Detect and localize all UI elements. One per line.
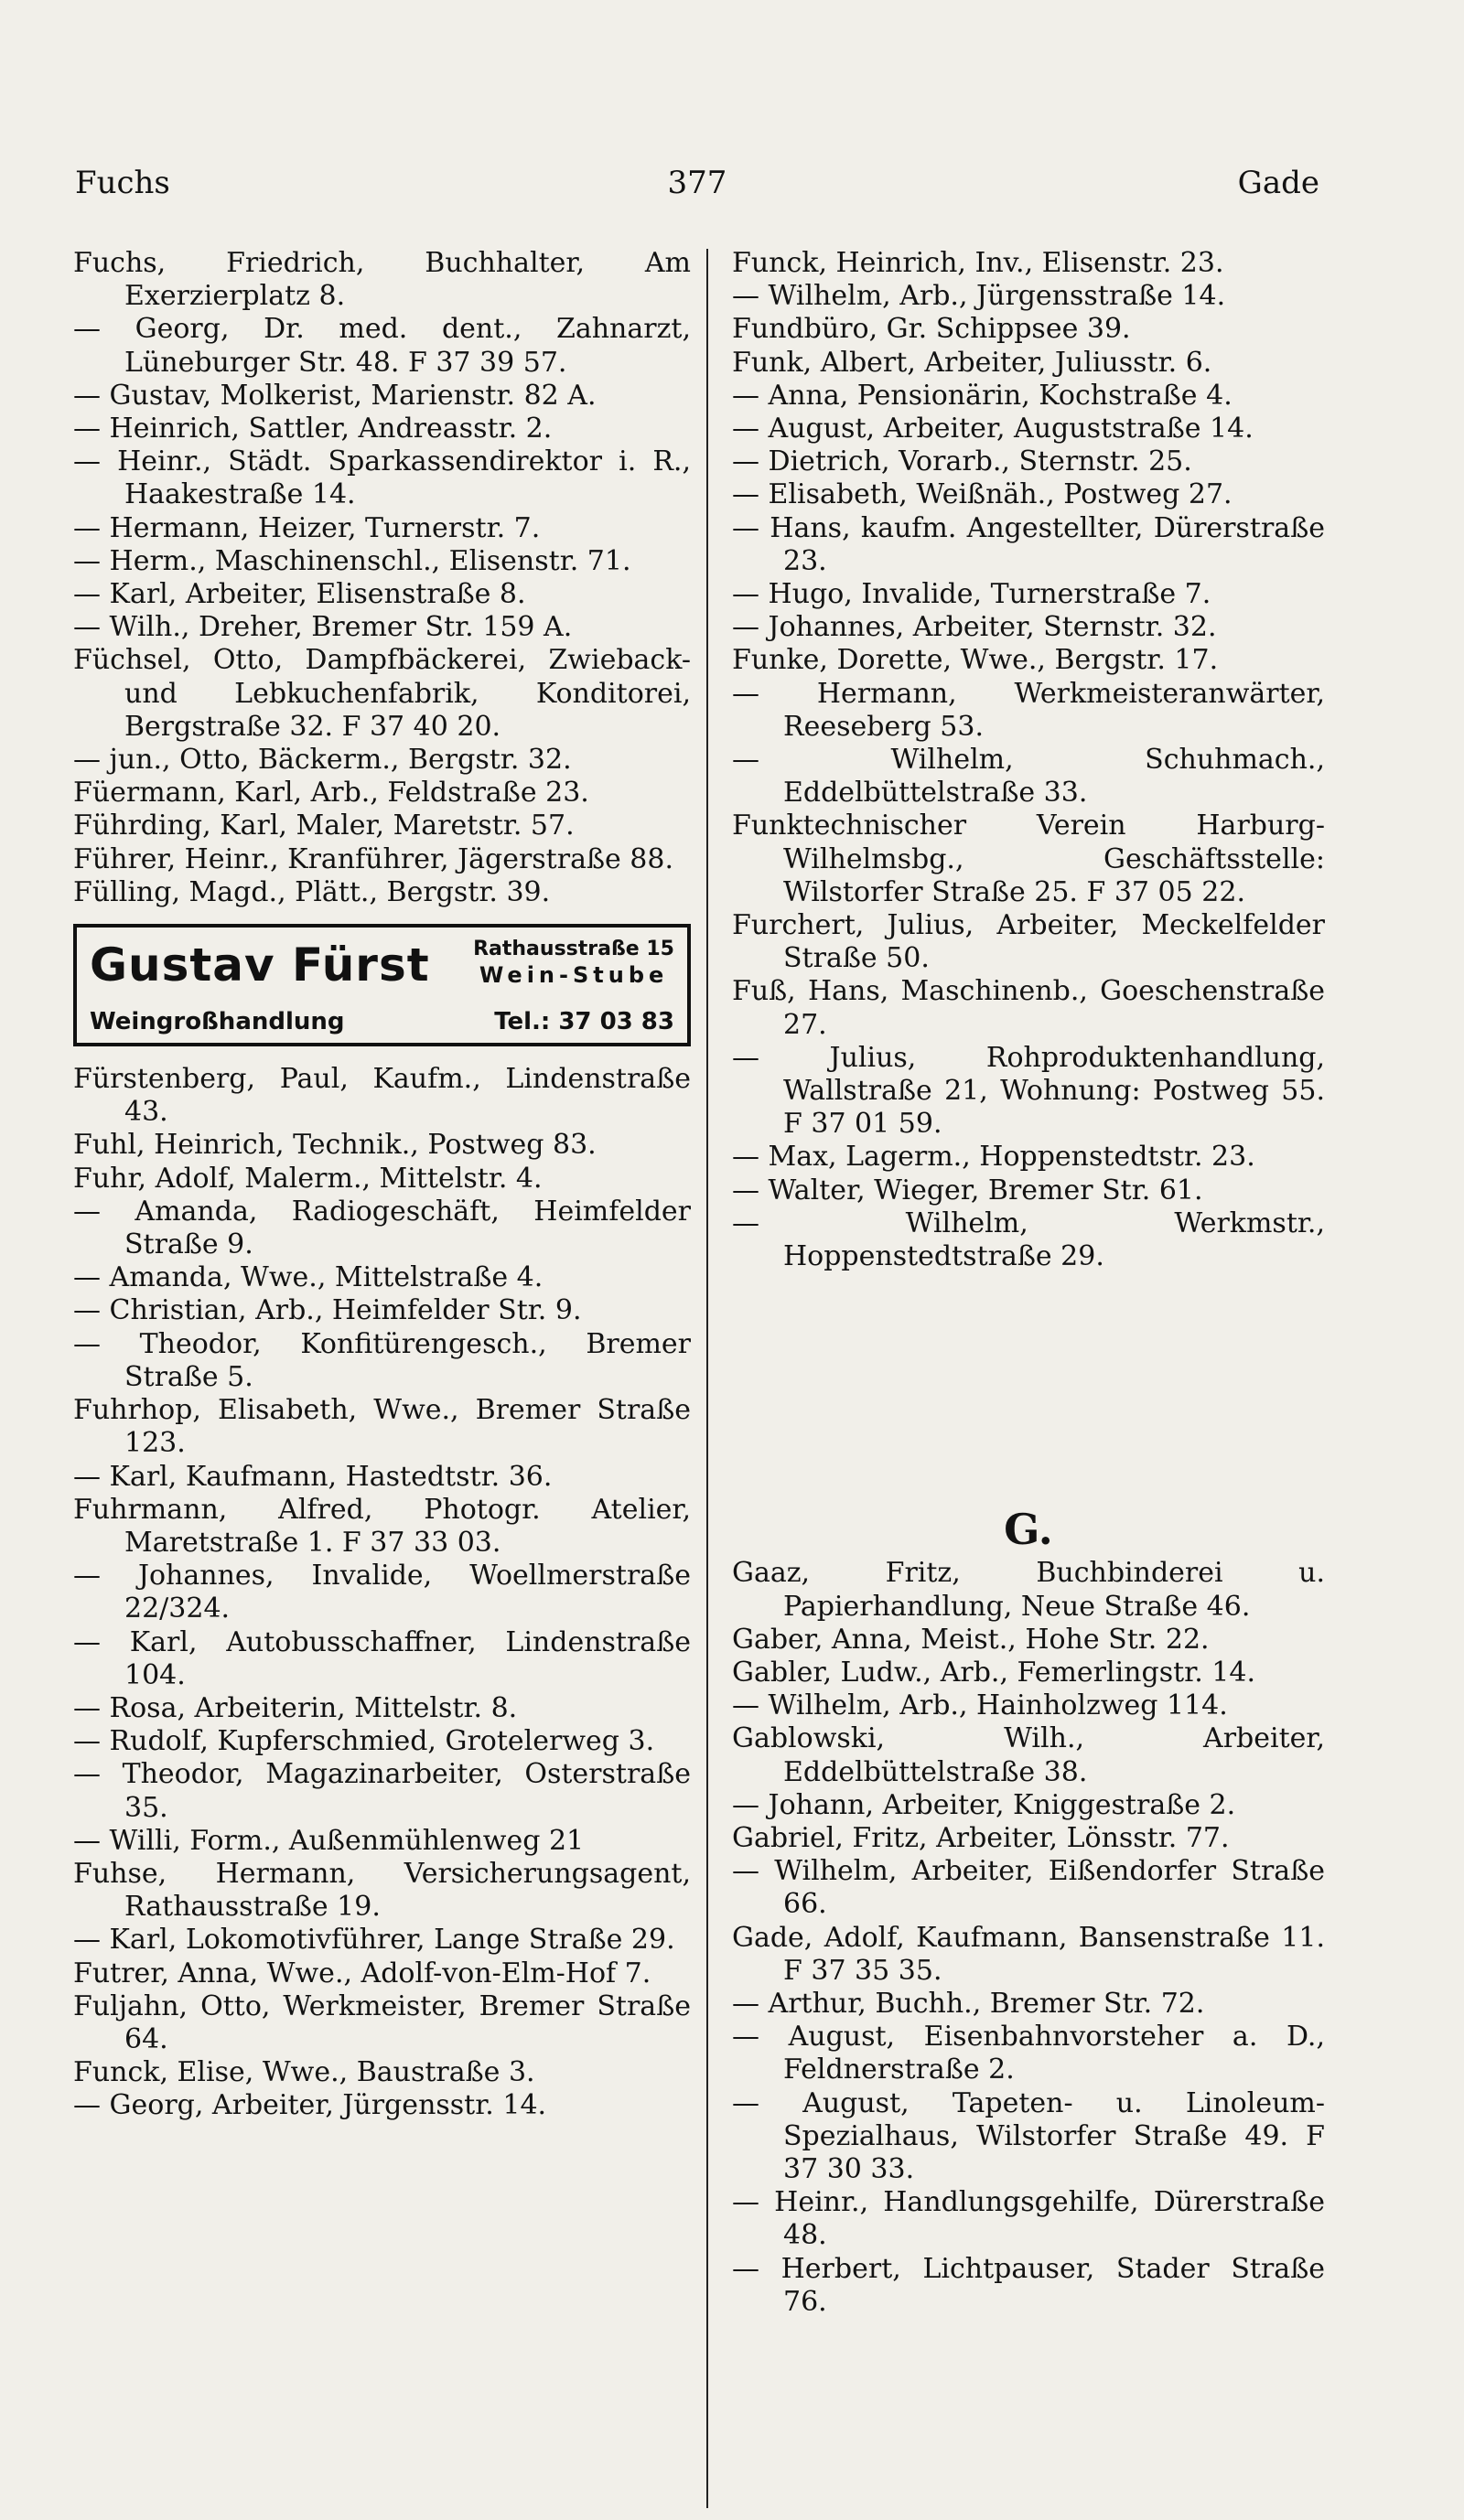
header-last-name: Gade	[1237, 165, 1319, 201]
directory-entry: — Karl, Arbeiter, Elisenstraße 8.	[73, 578, 526, 611]
right-column-entries-top	[732, 247, 1334, 1273]
directory-entry: Funck, Heinrich, Inv., Elisenstr. 23.	[732, 247, 1224, 279]
directory-entry: — Julius, Rohproduktenhandlung, Wallstraße 21, Wohnung: Postweg 55. F 37 01 59.	[732, 1041, 1334, 1141]
directory-entry: — Willi, Form., Außenmühlenweg 21	[73, 1824, 585, 1857]
directory-entry: — Amanda, Radiogeschäft, Heimfelder Straße 9.	[73, 1195, 700, 1261]
directory-entry: Füchsel, Otto, Dampfbäckerei, Zwieback- und Lebkuchenfabrik, Konditorei, Bergstraße 32. F 37 40 20.	[73, 644, 700, 743]
directory-entry: — Georg, Dr. med. dent., Zahnarzt, Lüneburger Str. 48. F 37 39 57.	[73, 313, 700, 379]
directory-entry: — Georg, Arbeiter, Jürgensstr. 14.	[73, 2089, 547, 2122]
directory-entry: — Johannes, Arbeiter, Sternstr. 32.	[732, 611, 1217, 644]
ad-address: Rathausstraße 15	[473, 938, 674, 961]
directory-entry: Fuchs, Friedrich, Buchhalter, Am Exerzierplatz 8.	[73, 247, 700, 313]
directory-entry: — Theodor, Magazinarbeiter, Osterstraße 35.	[73, 1758, 700, 1824]
directory-entry: — Johannes, Invalide, Woellmerstraße 22/324.	[73, 1560, 700, 1625]
directory-entry: Furchert, Julius, Arbeiter, Meckelfelder Straße 50.	[732, 909, 1334, 975]
directory-entry: — Walter, Wieger, Bremer Str. 61.	[732, 1174, 1203, 1206]
directory-entry: Fuß, Hans, Maschinenb., Goeschenstraße 27.	[732, 975, 1334, 1041]
header-first-name: Fuchs	[75, 165, 170, 201]
right-column-entries-bottom	[732, 1557, 1334, 2319]
directory-entry: — Wilhelm, Arb., Hainholzweg 114.	[732, 1689, 1228, 1722]
directory-entry: — August, Tapeten- u. Linoleum-Spezialhaus, Wilstorfer Straße 49. F 37 30 33.	[732, 2086, 1334, 2185]
directory-entry: — Heinr., Städt. Sparkassendirektor i. R., Haakestraße 14.	[73, 445, 700, 511]
directory-entry: Fuhse, Hermann, Versicherungsagent, Rathausstraße 19.	[73, 1857, 700, 1924]
directory-entry: Gabler, Ludw., Arb., Femerlingstr. 14.	[732, 1656, 1255, 1689]
directory-entry: — Johann, Arbeiter, Kniggestraße 2.	[732, 1788, 1236, 1821]
directory-entry: — Hugo, Invalide, Turnerstraße 7.	[732, 578, 1211, 611]
left-column-entries-bottom	[73, 1063, 700, 2123]
directory-entry: Futrer, Anna, Wwe., Adolf-von-Elm-Hof 7.	[73, 1957, 651, 1989]
section-letter-heading: G.	[1004, 1505, 1053, 1555]
directory-entry: — Amanda, Wwe., Mittelstraße 4.	[73, 1261, 544, 1294]
directory-entry: — Theodor, Konfitürengesch., Bremer Straße 5.	[73, 1327, 700, 1393]
directory-entry: — Rosa, Arbeiterin, Mittelstr. 8.	[73, 1691, 518, 1724]
directory-entry: Gablowski, Wilh., Arbeiter, Eddelbüttelstraße 38.	[732, 1722, 1334, 1788]
directory-entry: Fülling, Magd., Plätt., Bergstr. 39.	[73, 875, 551, 908]
directory-entry: — Hans, kaufm. Angestellter, Dürerstraße 23.	[732, 511, 1334, 577]
directory-entry: — Anna, Pensionärin, Kochstraße 4.	[732, 379, 1233, 412]
directory-entry: — Gustav, Molkerist, Marienstr. 82 A.	[73, 379, 597, 412]
left-column-entries-top	[73, 247, 700, 909]
directory-entry: — Wilhelm, Arbeiter, Eißendorfer Straße 66.	[732, 1855, 1334, 1921]
ad-telephone: Tel.: 37 03 83	[494, 1008, 674, 1036]
directory-entry: Führer, Heinr., Kranführer, Jägerstraße 88.	[73, 842, 674, 875]
directory-entry: — Arthur, Buchh., Bremer Str. 72.	[732, 1987, 1205, 2020]
directory-entry: — Karl, Lokomotivführer, Lange Straße 29.	[73, 1924, 675, 1957]
directory-entry: Fuhr, Adolf, Malerm., Mittelstr. 4.	[73, 1162, 543, 1195]
directory-entry: — Wilhelm, Schuhmach., Eddelbüttelstraße 33.	[732, 744, 1334, 810]
directory-entry: — Karl, Autobusschaffner, Lindenstraße 104.	[73, 1625, 700, 1691]
right-column	[732, 247, 1334, 2319]
directory-entry: — Heinr., Handlungsgehilfe, Dürerstraße 48.	[732, 2186, 1334, 2252]
directory-entry: Fuhrhop, Elisabeth, Wwe., Bremer Straße 123.	[73, 1394, 700, 1460]
ad-business-line: Weingroßhandlung	[90, 1008, 345, 1036]
directory-entry: — Wilh., Dreher, Bremer Str. 159 A.	[73, 611, 573, 644]
directory-entry: — Elisabeth, Weißnäh., Postweg 27.	[732, 478, 1233, 511]
directory-entry: Führding, Karl, Maler, Maretstr. 57.	[73, 810, 575, 842]
directory-entry: Gaaz, Fritz, Buchbinderei u. Papierhandlung, Neue Straße 46.	[732, 1557, 1334, 1623]
directory-entry: — Max, Lagerm., Hoppenstedtstr. 23.	[732, 1141, 1255, 1174]
running-head	[75, 165, 1319, 210]
directory-entry: Gade, Adolf, Kaufmann, Bansenstraße 11. F 37 35 35.	[732, 1921, 1334, 1987]
directory-entry: Funktechnischer Verein Harburg-Wilhelmsbg., Geschäftsstelle: Wilstorfer Straße 25. F 37 05 22.	[732, 810, 1334, 908]
directory-entry: — Wilhelm, Werkmstr., Hoppenstedtstraße 29.	[732, 1206, 1334, 1273]
directory-entry: Fundbüro, Gr. Schippsee 39.	[732, 313, 1131, 346]
ad-business-name: Gustav Fürst	[90, 938, 430, 992]
directory-entry: Füermann, Karl, Arb., Feldstraße 23.	[73, 777, 589, 810]
directory-entry: — Herm., Maschinenschl., Elisenstr. 71.	[73, 544, 631, 577]
directory-entry: — jun., Otto, Bäckerm., Bergstr. 32.	[73, 744, 572, 777]
advertisement-box	[73, 924, 691, 1046]
ad-subtitle: Wein-Stube	[479, 962, 669, 989]
ad-address-block	[473, 937, 674, 990]
column-divider	[706, 249, 708, 2508]
directory-entry: Funke, Dorette, Wwe., Bergstr. 17.	[732, 644, 1219, 677]
directory-entry: — Heinrich, Sattler, Andreasstr. 2.	[73, 413, 553, 445]
left-column	[73, 247, 700, 2123]
directory-entry: — Herbert, Lichtpauser, Stader Straße 76.	[732, 2252, 1334, 2318]
directory-entry: — Hermann, Werkmeisteranwärter, Reeseberg 53.	[732, 677, 1334, 743]
page-number: 377	[667, 165, 727, 201]
directory-entry: Fuhrmann, Alfred, Photogr. Atelier, Maretstraße 1. F 37 33 03.	[73, 1493, 700, 1559]
directory-entry: Funck, Elise, Wwe., Baustraße 3.	[73, 2056, 535, 2089]
directory-entry: Fuhl, Heinrich, Technik., Postweg 83.	[73, 1129, 597, 1162]
directory-entry: Fuljahn, Otto, Werkmeister, Bremer Straße 64.	[73, 1989, 700, 2055]
directory-entry: — Karl, Kaufmann, Hastedtstr. 36.	[73, 1460, 553, 1493]
directory-entry: — Rudolf, Kupferschmied, Grotelerweg 3.	[73, 1725, 655, 1758]
directory-entry: — August, Arbeiter, Auguststraße 14.	[732, 413, 1254, 445]
directory-entry: — August, Eisenbahnvorsteher a. D., Feldnerstraße 2.	[732, 2021, 1334, 2086]
directory-entry: — Dietrich, Vorarb., Sternstr. 25.	[732, 445, 1192, 478]
directory-entry: Gaber, Anna, Meist., Hohe Str. 22.	[732, 1623, 1210, 1656]
directory-entry: — Wilhelm, Arb., Jürgensstraße 14.	[732, 280, 1226, 313]
directory-entry: — Hermann, Heizer, Turnerstr. 7.	[73, 511, 541, 544]
directory-entry: Fürstenberg, Paul, Kaufm., Lindenstraße 43.	[73, 1063, 700, 1129]
directory-entry: Gabriel, Fritz, Arbeiter, Lönsstr. 77.	[732, 1821, 1230, 1854]
directory-entry: — Christian, Arb., Heimfelder Str. 9.	[73, 1294, 582, 1327]
directory-entry: Funk, Albert, Arbeiter, Juliusstr. 6.	[732, 346, 1212, 379]
